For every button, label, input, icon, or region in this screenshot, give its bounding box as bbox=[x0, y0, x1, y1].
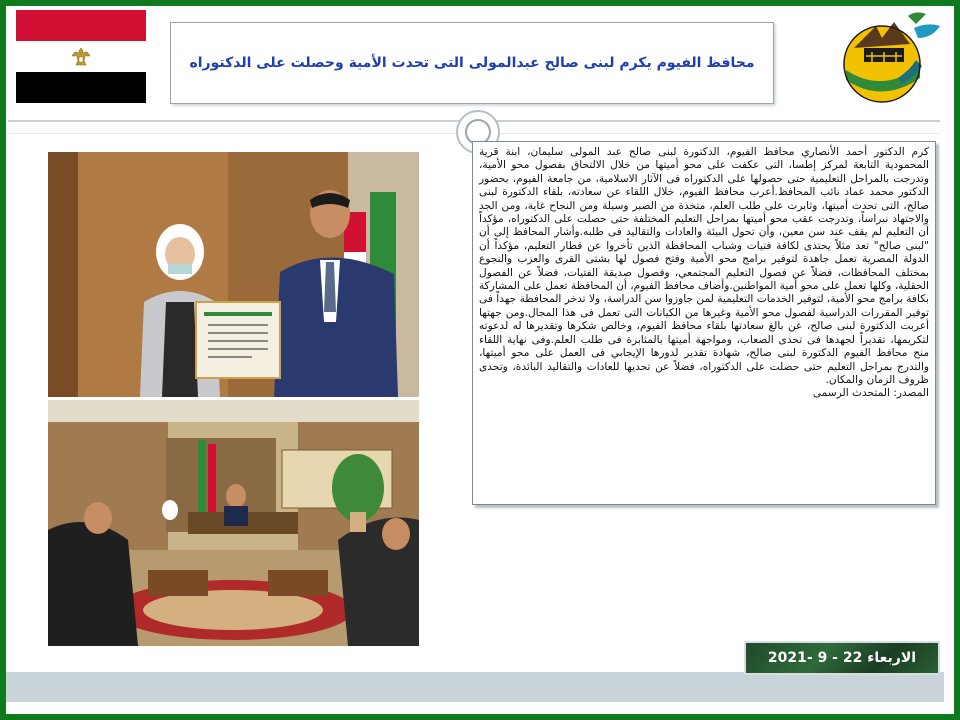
flag-white-stripe bbox=[16, 41, 146, 72]
date-box bbox=[744, 641, 940, 675]
flag-red-stripe bbox=[16, 10, 146, 41]
photo-governor-honoring-icon bbox=[48, 152, 419, 397]
date-label: الاربعاء 22 - 9 -2021 bbox=[767, 650, 917, 666]
egypt-flag bbox=[16, 10, 146, 103]
article-body: كرم الدكتور أحمد الأنصاري محافظ الفيوم، الدكتورة لبنى صالح عبد المولى سليمان، ابنة قرية المحمودية التابعة لمركز إطسا، التى عكفت على محو أميتها من خلال الالتحاق بفصول محو الأمية، وتدرجت بالمراحل التعليمية حتى حصولها على الدكتوراه فى الآثار الاسلامية، من جامعة الفيوم، بحضور الدكتور محمد عماد نائب المحافظ.أعرب محافظ الفيوم، خلال اللقاء عن سعادته، بلقاء الدكتورة لبنى صالح، التى تحدت أميتها، وثابرت على طلب العلم، متخذة من الصبر وسيلة ومن النجاح غاية، ومن الجد والاجتهاد نبراساً، وتدرجت عقب محو أميتها بمراحل التعليم المختلفة حتى حصلت على الدكتوراه، مؤكداً أن التعليم لم يقف عند سن معين، وأن تحول البيئة والعادات والتقاليد فى طلبه.وأشار المحافظ إلى أن "لبنى صالح" تعد مثلاً يحتذى لكافة فتيات وشباب المحافظة الذين تأخروا عن قطار التعليم، مؤكداً أن الدولة المصرية تعمل جاهدة لتوفير برامج محو الأمية وفتح فصول لها بشتى القرى والعزب والنجوع بمختلف المحافظات، فضلاً عن فصول التعليم المجتمعي، وفصول صديقة الفتيات، فضلاً عن الفصول الحقلية، وكلها تعمل على محو أمية المواطنين.وأضاف محافظ الفيوم، أن المحافظة تعمل على المشاركة بكافة برامج محو الأمية، لتوفير الخدمات التعليمية لمن جاوزوا سن الدراسة، ولا تدخر المحافظة جهداً فى توفير المقررات الدراسية لفصول محو الأمية وغيرها من الكيانات التى تعمل فى هذا المجال.ومن جهتها أعربت الدكتورة لبنى صالح، عن بالغ سعادتها بلقاء محافظ الفيوم، وخالص شكرها وتقديرها له لدعوته لتكريمها، تقديراً لجهدها فى تحدى الصعاب، ومواجهة أميتها بالمثابرة فى طلب العلم.وفى نهاية اللقاء منح محافظ الفيوم الدكتورة لبنى صالح، شهادة تقدير لدورها الإيجابي فى العمل على محو أميتها، والتدرج بمراحل التعليم حتى حصلت على الدكتوراه، فضلاً عن تحديها للعادات والتقاليد البائدة، وتحدى ظروف الزمان والمكان. bbox=[479, 146, 929, 386]
flag-black-stripe bbox=[16, 72, 146, 103]
bottom-band bbox=[6, 672, 944, 702]
page-title: محافظ الفيوم يكرم لبنى صالح عبدالمولى التى تحدت الأمية وحصلت على الدكتوراه bbox=[189, 55, 755, 71]
photo-meeting-room-icon bbox=[48, 400, 419, 646]
title-box bbox=[170, 22, 774, 104]
eagle-of-saladin-icon bbox=[70, 47, 92, 67]
fayoum-governorate-logo-icon bbox=[836, 8, 948, 108]
article-source: المصدر: المتحدث الرسمى bbox=[812, 387, 929, 400]
article-box bbox=[472, 141, 936, 505]
